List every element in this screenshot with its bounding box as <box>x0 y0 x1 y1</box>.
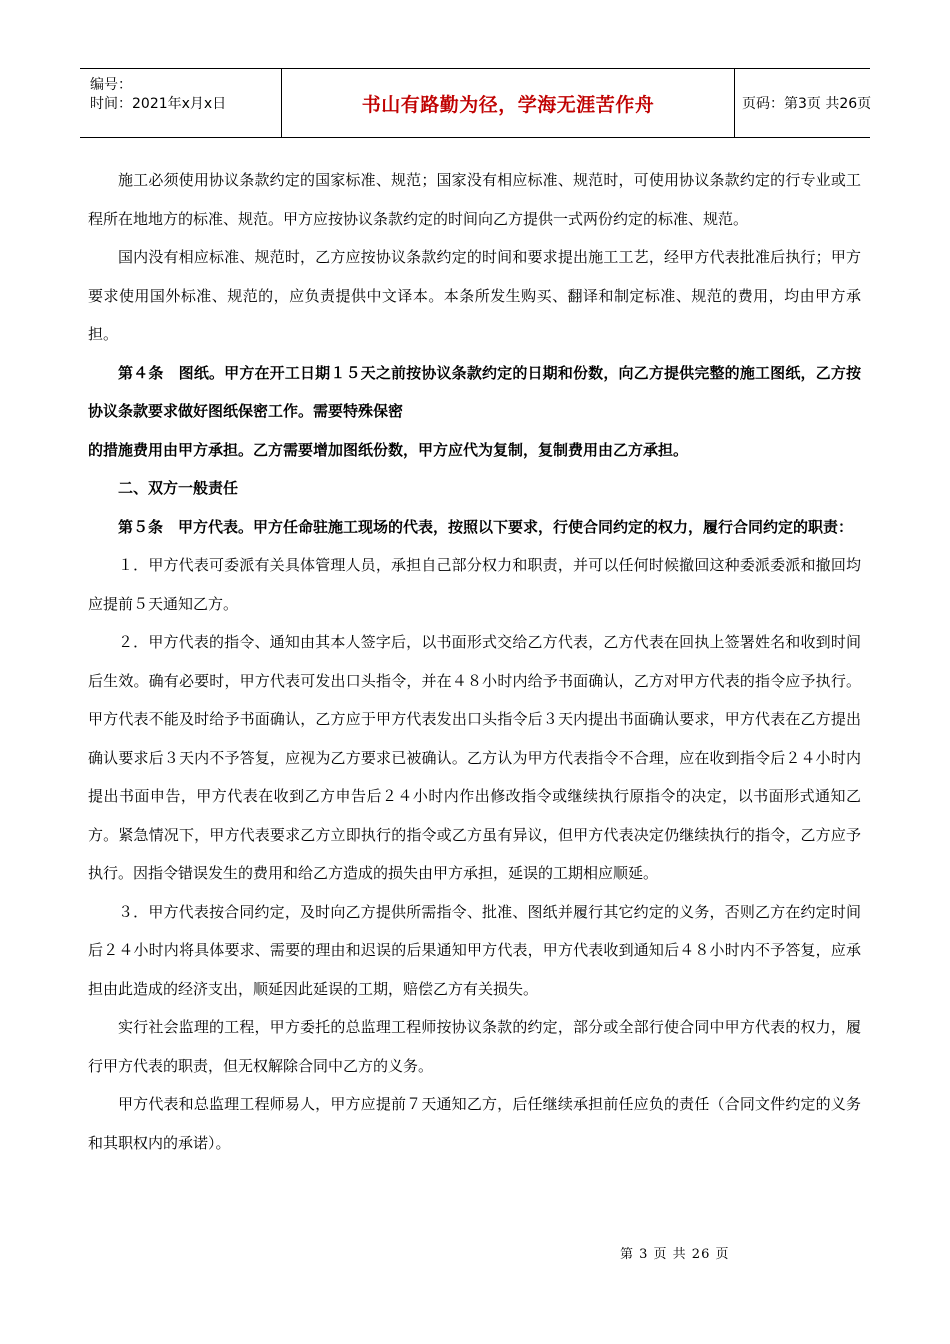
article-4-drawings-cont: 的措施费用由甲方承担。乙方需要增加图纸份数，甲方应代为复制，复制费用由乙方承担。 <box>88 440 689 459</box>
paragraph-supervision: 实行社会监理的工程，甲方委托的总监理工程师按协议条款的约定，部分或全部行使合同中甲方代表的权力，履行甲方代表的职责，但无权解除合同中乙方的义务。 <box>88 1018 861 1075</box>
header-meta <box>80 69 282 137</box>
header-motto: 书山有路勤为径，学海无涯苦作舟 <box>361 93 655 116</box>
paragraph-replacement: 甲方代表和总监理工程师易人，甲方应提前７天通知乙方，后任继续承担前任应负的责任（合同文件约定的义务和其职权内的承诺）。 <box>88 1095 861 1152</box>
clause-2: ２．甲方代表的指令、通知由其本人签字后，以书面形式交给乙方代表，乙方代表在回执上签署姓名和收到时间后生效。确有必要时，甲方代表可发出口头指令，并在４８小时内给予书面确认，乙方对甲方代表的指令应予执行。甲方代表不能及时给予书面确认，乙方应于甲方代表发出口头指令后３天内提出书面确认要求，甲方代表在乙方提出确认要求后３天内不予答复，应视为乙方要求已被确认。乙方认为甲方代表指令不合理，应在收到指令后２４小时内提出书面申告，甲方代表在收到乙方申告后２４小时内作出修改指令或继续执行原指令的决定，以书面形式通知乙方。紧急情况下，甲方代表要求乙方立即执行的指令或乙方虽有异议，但甲方代表决定仍继续执行的指令，乙方应予执行。因指令错误发生的费用和给乙方造成的损失由甲方承担，延误的工期相应顺延。 <box>88 633 861 882</box>
section-heading-general-responsibilities: 二、双方一般责任 <box>118 479 239 497</box>
header-page-code: 页码：第3页 共26页 <box>742 96 872 112</box>
document-number-label: 编号： <box>90 77 132 93</box>
paragraph-domestic-standards: 国内没有相应标准、规范时，乙方应按协议条款约定的时间和要求提出施工工艺，经甲方代表批准后执行；甲方要求使用国外标准、规范的，应负责提供中文译本。本条所发生购买、翻译和制定标准、规范的费用，均由甲方承担。 <box>88 248 861 343</box>
document-body <box>88 161 861 1162</box>
document-time-label: 时间：2021年x月x日 <box>90 96 227 112</box>
paragraph-standards: 施工必须使用协议条款约定的国家标准、规范；国家没有相应标准、规范时，可使用协议条款约定的行专业或工程所在地地方的标准、规范。甲方应按协议条款约定的时间向乙方提供一式两份约定的标准、规范。 <box>88 171 861 228</box>
page-footer: 第 3 页 共 26 页 <box>620 1247 730 1262</box>
article-5-owner-representative: 第５条 甲方代表。甲方任命驻施工现场的代表，按照以下要求，行使合同约定的权力，履行合同约定的职责： <box>118 517 854 536</box>
header-motto-cell <box>282 69 735 137</box>
clause-3: ３．甲方代表按合同约定，及时向乙方提供所需指令、批准、图纸并履行其它约定的义务，否则乙方在约定时间后２４小时内将具体要求、需要的理由和迟误的后果通知甲方代表，甲方代表收到通知后４８小时内不予答复，应承担由此造成的经济支出，顺延因此延误的工期，赔偿乙方有关损失。 <box>88 902 861 998</box>
page-header <box>80 68 870 138</box>
clause-1: １．甲方代表可委派有关具体管理人员，承担自己部分权力和职责，并可以任何时候撤回这种委派委派和撤回均应提前５天通知乙方。 <box>88 556 861 613</box>
article-4-drawings: 第４条 图纸。甲方在开工日期１５天之前按协议条款约定的日期和份数，向乙方提供完整的施工图纸，乙方按协议条款要求做好图纸保密工作。需要特殊保密 <box>88 363 861 420</box>
